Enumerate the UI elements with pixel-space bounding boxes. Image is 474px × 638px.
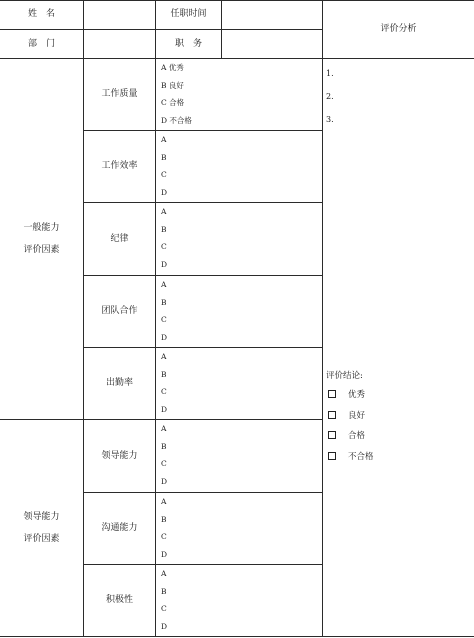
conclusion-option-label: 合格 [348,431,366,442]
conclusion-option[interactable] [326,425,374,446]
grade-option[interactable]: D [161,332,168,342]
conclusion-option-label: 优秀 [348,390,366,401]
group-line: 评价因素 [23,244,60,255]
rule [0,636,474,637]
grade-option[interactable]: C [161,532,167,541]
group-line: 一般能力 [23,222,60,233]
group-line: 评价因素 [23,533,60,544]
checkbox-icon[interactable] [328,390,336,398]
factor-label: 积极性 [105,595,133,605]
grade-option[interactable]: D [161,476,168,486]
grade-option[interactable]: A [161,352,167,361]
grade-option[interactable]: B [161,441,167,451]
conclusion-option-label: 不合格 [348,451,374,462]
group-leadership [0,420,83,636]
grade-option[interactable]: A [161,207,167,216]
grade-option[interactable]: D [161,404,168,414]
factor-label: 团队合作 [101,306,138,316]
group-line: 领导能力 [23,511,60,522]
dept-label: 部 门 [27,38,55,49]
factor-label: 领导能力 [101,450,138,461]
conclusion-option[interactable] [326,446,374,467]
tenure-value[interactable] [222,0,322,29]
grade-option[interactable]: D [161,621,168,631]
grade-option[interactable]: D [161,259,168,269]
checkbox-icon[interactable] [328,431,336,439]
conclusion-title: 评价结论: [326,371,363,381]
factor-label: 纪律 [110,233,129,244]
rule [155,0,156,637]
grade-option[interactable]: B [161,224,167,234]
grade-option[interactable]: C 合格 [161,98,185,107]
grade-option[interactable]: C [161,604,167,613]
name-value[interactable] [84,0,155,29]
grade-option[interactable]: D 不合格 [161,115,192,125]
grade-option[interactable]: A [161,424,167,433]
grade-option[interactable]: A [161,569,167,578]
tenure-label: 任职时间 [170,9,207,19]
grade-option[interactable]: A [161,280,167,289]
analysis-item[interactable]: 2. [326,91,334,101]
grade-option[interactable]: C [161,170,167,179]
name-label: 姓 名 [27,9,55,19]
grade-option[interactable]: A 优秀 [161,63,184,72]
grade-option[interactable]: A [161,135,167,144]
grade-option[interactable]: B 良好 [161,80,184,90]
factor-label: 沟通能力 [101,523,138,533]
grade-option[interactable]: B [161,514,167,524]
grade-option[interactable]: D [161,549,168,559]
conclusion-option[interactable] [326,384,374,405]
position-value[interactable] [222,30,322,58]
grade-options [161,276,167,346]
grade-option[interactable]: C [161,387,167,396]
grade-options [161,59,192,129]
analysis-item[interactable]: 1. [326,68,334,78]
grade-option[interactable]: C [161,459,167,468]
checkbox-icon[interactable] [328,411,336,419]
dept-value[interactable] [84,30,155,58]
grade-options [161,493,167,563]
group-general-ability [0,59,83,419]
grade-options [161,131,167,201]
grade-option[interactable]: C [161,242,167,251]
factor-label: 工作效率 [101,161,138,171]
analysis-list [326,62,334,131]
grade-option[interactable]: A [161,497,167,506]
factor-label: 出勤率 [105,378,133,388]
grade-options [161,348,167,418]
conclusion-option-label: 良好 [348,410,366,421]
grade-options [161,565,167,635]
analysis-item[interactable]: 3. [326,114,334,124]
grade-option[interactable]: B [161,369,167,379]
grade-option[interactable]: B [161,152,167,162]
rule [322,0,323,637]
conclusion-option[interactable] [326,405,374,426]
factor-label: 工作质量 [101,89,138,99]
grade-option[interactable]: B [161,586,167,596]
position-label: 职 务 [174,38,202,49]
analysis-header: 评价分析 [380,23,417,34]
conclusion-block [326,366,374,466]
grade-option[interactable]: D [161,187,168,197]
grade-option[interactable]: C [161,315,167,324]
grade-options [161,203,167,273]
grade-options [161,420,167,490]
grade-option[interactable]: B [161,297,167,307]
checkbox-icon[interactable] [328,452,336,460]
